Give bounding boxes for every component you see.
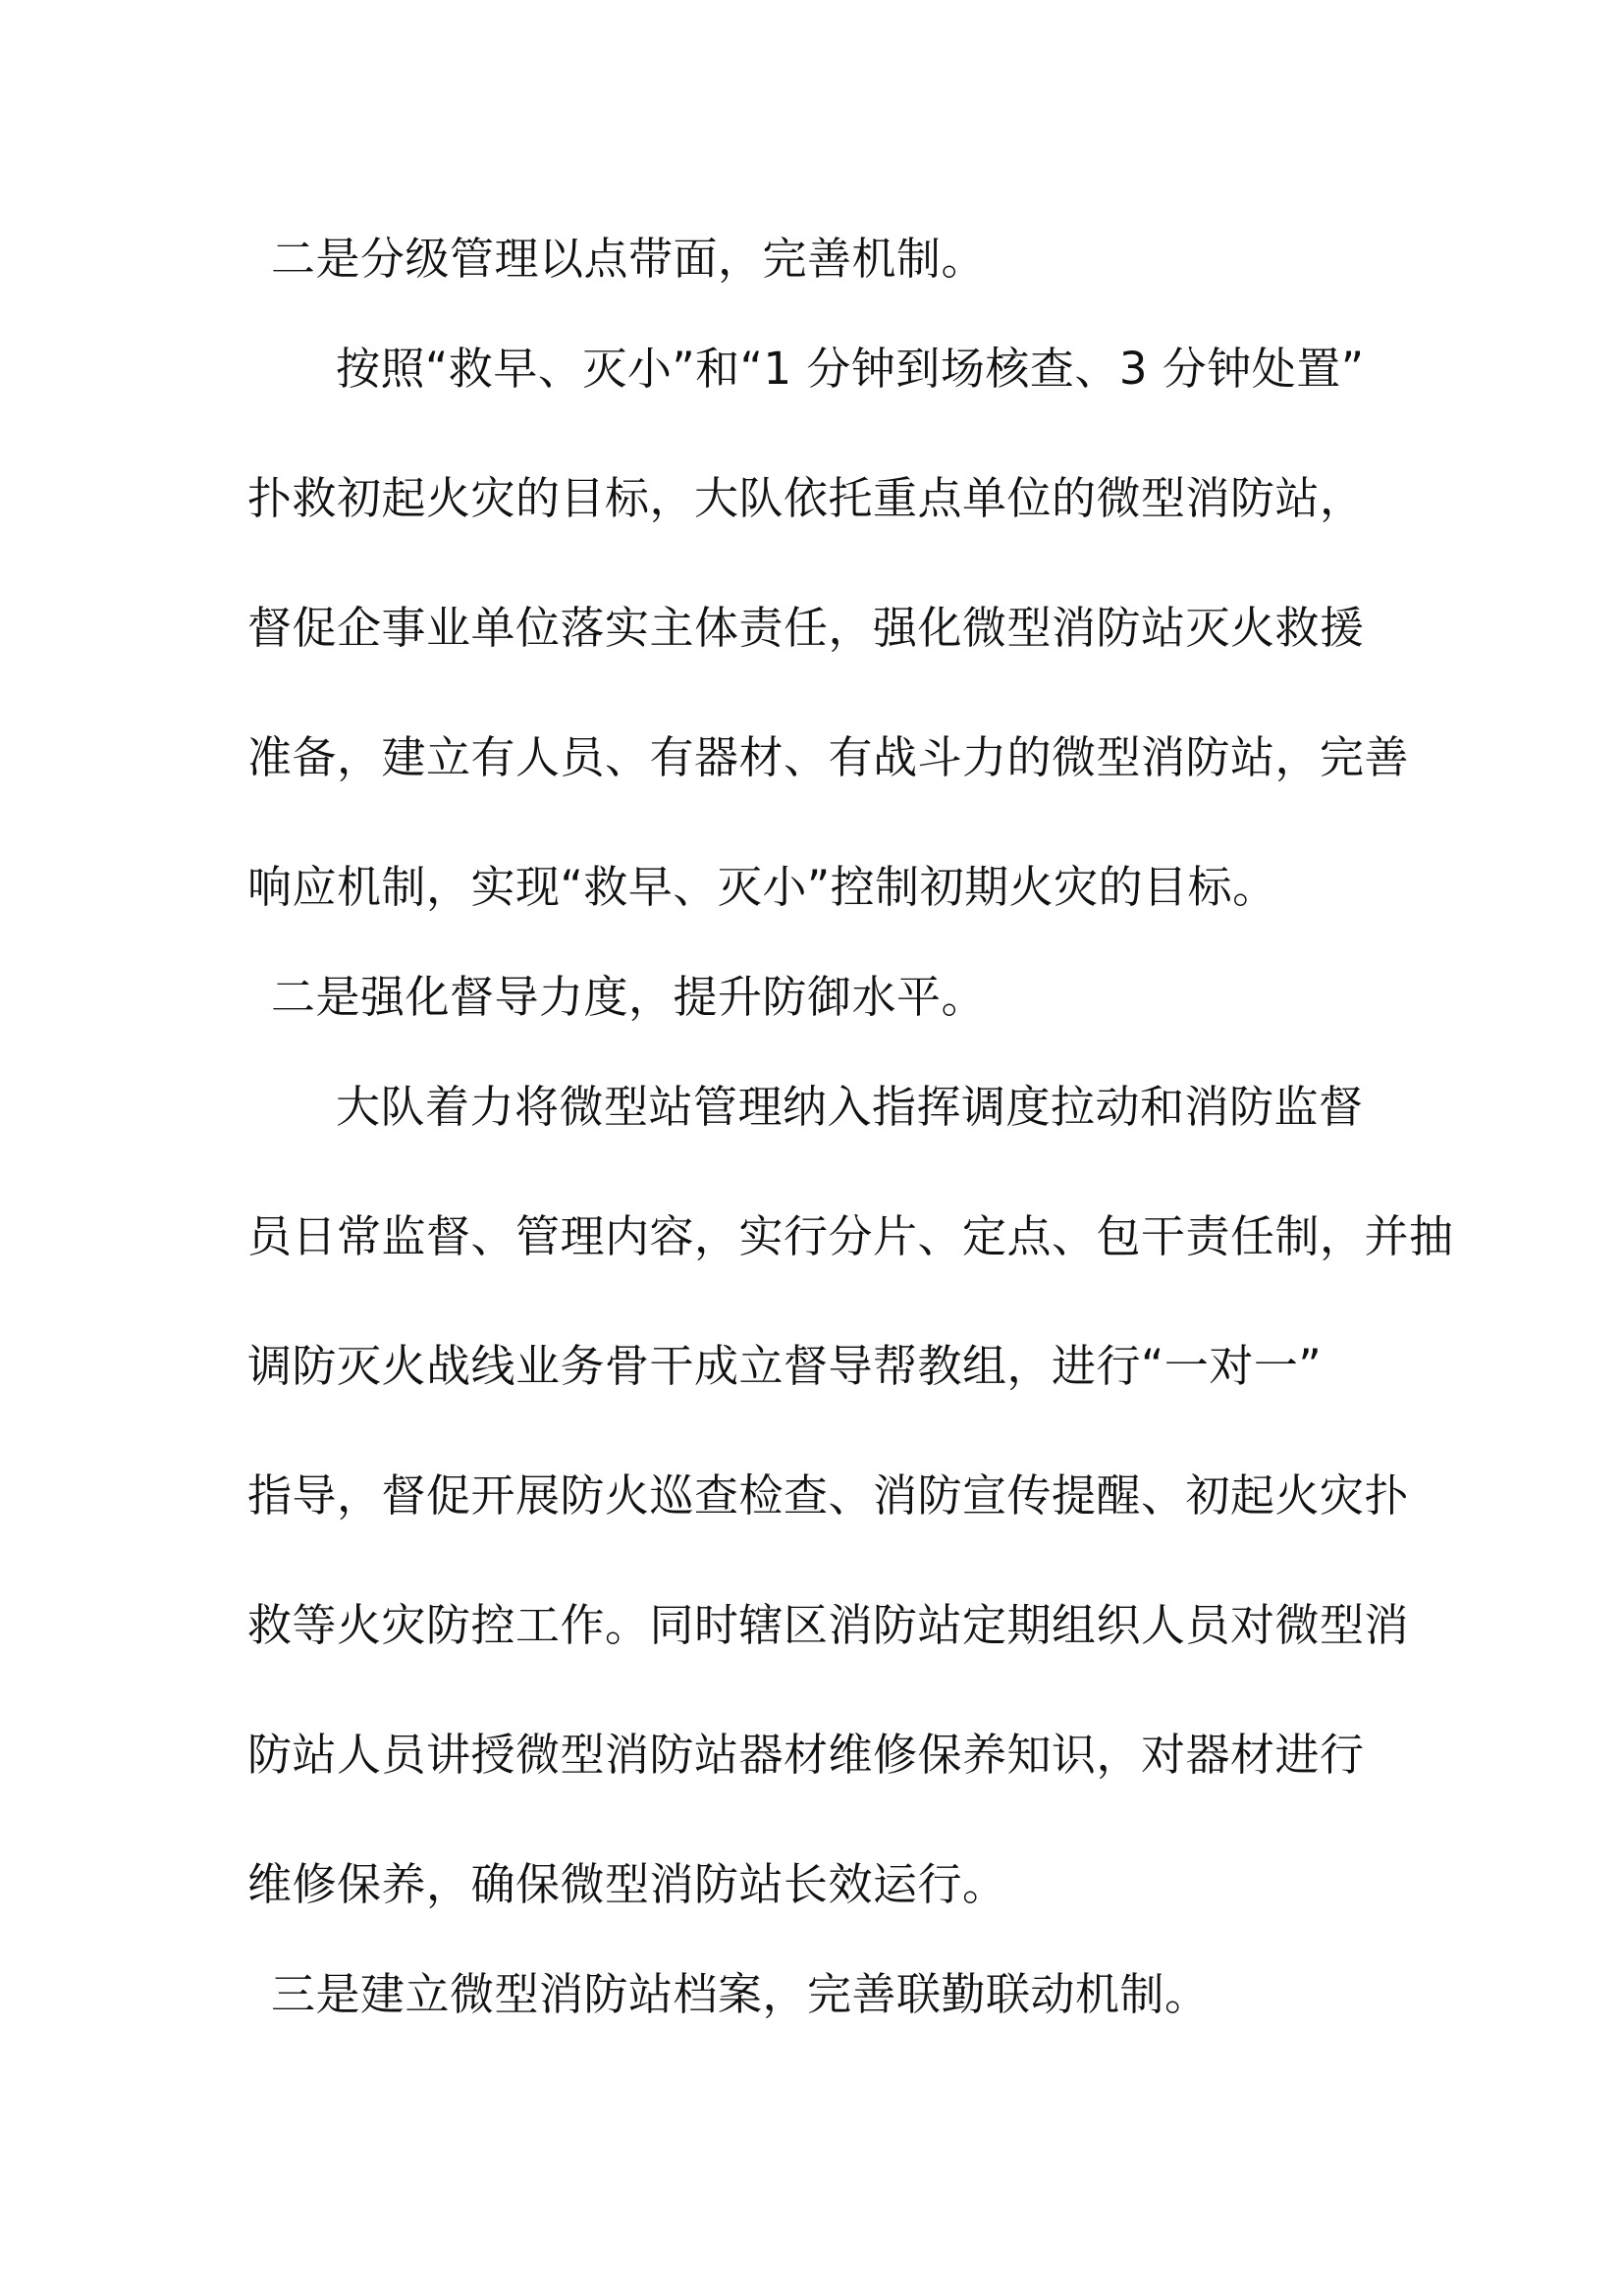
paragraph-line: 调防灭火战线业务骨干成立督导帮教组，进行“一对一” — [247, 1340, 1323, 1392]
paragraph-line: 员日常监督、管理内容，实行分片、定点、包干责任制，并抽 — [247, 1210, 1454, 1262]
section-heading-3: 三是建立微型消防站档案，完善联勤联动机制。 — [271, 1968, 1210, 2020]
paragraph-line: 指导，督促开展防火巡查检查、消防宣传提醒、初起火灾扑 — [247, 1469, 1410, 1522]
paragraph-line: 维修保养，确保微型消防站长效运行。 — [247, 1858, 1007, 1910]
paragraph-line: 大队着力将微型站管理纳入指挥调度拉动和消防监督 — [336, 1081, 1364, 1133]
section-heading-2: 二是强化督导力度，提升防御水平。 — [271, 971, 987, 1023]
paragraph-line: 响应机制，实现“救早、灭小”控制初期火灾的目标。 — [247, 861, 1277, 913]
paragraph-line: 按照“救早、灭小”和“1 分钟到场核查、3 分钟处置” — [336, 343, 1365, 395]
paragraph-line: 准备，建立有人员、有器材、有战斗力的微型消防站，完善 — [247, 731, 1410, 783]
section-heading-1: 二是分级管理以点带面，完善机制。 — [271, 233, 987, 285]
paragraph-line: 扑救初起火灾的目标，大队依托重点单位的微型消防站， — [247, 472, 1365, 524]
paragraph-line: 督促企事业单位落实主体责任，强化微型消防站灭火救援 — [247, 602, 1365, 654]
paragraph-line: 防站人员讲授微型消防站器材维修保养知识，对器材进行 — [247, 1729, 1365, 1781]
paragraph-line: 救等火灾防控工作。同时辖区消防站定期组织人员对微型消 — [247, 1599, 1410, 1651]
